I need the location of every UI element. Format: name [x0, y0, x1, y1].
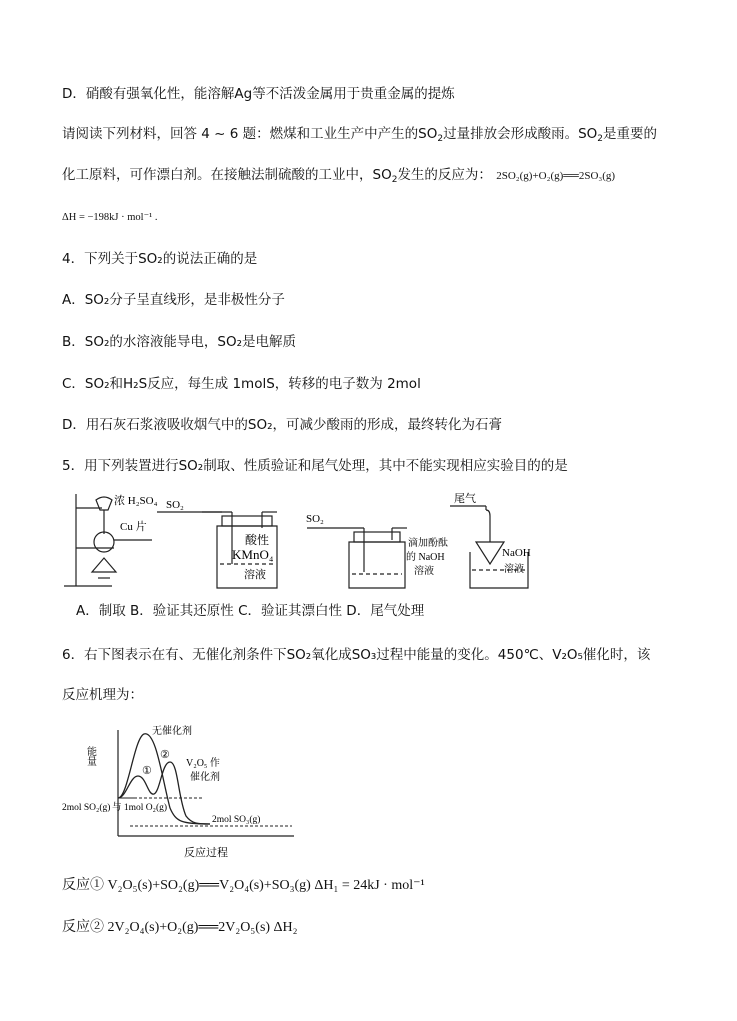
label-naoh-2: 溶液 — [504, 564, 524, 575]
q5-options: A．制取 B．验证其还原性 C．验证其漂白性 D．尾气处理 — [76, 603, 425, 619]
q4-option-c: C．SO₂和H₂S反应，每生成 1molS，转移的电子数为 2mol — [62, 376, 421, 392]
label-circle-1: ① — [142, 765, 152, 777]
intro-line1-part-a: 请阅读下列材料，回答 4 ~ 6 题：燃煤和工业生产中产生的SO — [62, 126, 438, 142]
label-cu-sheet: Cu 片 — [120, 521, 147, 533]
label-v2o5-catalyst-2: 催化剂 — [190, 772, 220, 783]
intro-line-2: 化工原料，可作漂白剂。在接触法制硫酸的工业中，$SO_2$发生的反应为： 2SO₂(g)+O₂(g)══2SO₃(g) — [62, 167, 616, 185]
label-product: 2mol SO₃(g) — [212, 815, 261, 825]
intro-line2-part-a: 化工原料，可作漂白剂。在接触法制硫酸的工业中，SO — [62, 167, 392, 183]
label-circle-2: ② — [160, 749, 170, 761]
reaction-2: 反应② 2V₂O₄(s)+O₂(g)══2V₂O₅(s) ΔH₂ — [62, 920, 298, 935]
label-kmno4-1: 酸性 — [245, 533, 270, 547]
q4-option-a: A．SO₂分子呈直线形，是非极性分子 — [62, 292, 285, 308]
q3-option-d: D．硝酸有强氧化性，能溶解Ag等不活泼金属用于贵重金属的提炼 — [62, 86, 455, 102]
intro-line1-part-b: 过量排放会形成酸雨。SO — [443, 126, 598, 142]
label-phen-1: 滴加酚酞 — [408, 538, 448, 549]
q4-option-d: D．用石灰石浆液吸收烟气中的SO₂，可减少酸雨的形成，最终转化为石膏 — [62, 417, 503, 433]
label-reactants-1: 2mol SO₂(g) — [62, 803, 111, 813]
x-axis-label: 反应过程 — [184, 847, 228, 859]
label-conc-h2so4: 浓 H₂SO₄ — [114, 495, 158, 507]
apparatus-c-naoh-bottle — [307, 528, 407, 588]
q5-apparatus-figure — [62, 486, 582, 596]
reaction-1: 反应① V₂O₅(s)+SO₂(g)══V₂O₄(s)+SO₃(g) ΔH₁ = 24kJ · mol⁻¹ — [62, 878, 425, 893]
q4-stem: 4．下列关于SO₂的说法正确的是 — [62, 251, 258, 267]
apparatus-a-generator — [64, 494, 152, 586]
label-tail-gas: 尾气 — [454, 493, 476, 505]
label-reactants-2: 与 1mol O₂(g) — [112, 803, 168, 813]
intro-line-1: 请阅读下列材料，回答 4 ~ 6 题：燃煤和工业生产中产生的$SO_2$过量排放会形成酸雨。$SO_2$是重要的 — [62, 126, 658, 144]
label-naoh-1: NaOH — [502, 547, 531, 559]
label-so2-a: SO₂ — [166, 499, 184, 511]
delta-h-value: ΔH = −198kJ · mol⁻¹ . — [62, 212, 158, 223]
energy-profile-diagram — [62, 718, 302, 863]
label-kmno4-2: KMnO₄ — [232, 547, 274, 562]
label-kmno4-3: 溶液 — [244, 569, 266, 581]
q6-stem-line-2: 反应机理为： — [62, 687, 143, 703]
label-no-catalyst: 无催化剂 — [152, 726, 192, 737]
q4-option-b: B．SO₂的水溶液能导电，SO₂是电解质 — [62, 334, 296, 350]
label-so2-c: SO₂ — [306, 513, 324, 525]
label-phen-2: 的 NaOH — [406, 552, 445, 563]
label-phen-3: 溶液 — [414, 566, 434, 577]
q6-stem-line-1: 6．右下图表示在有、无催化剂条件下SO₂氧化成SO₃过程中能量的变化。450℃、V₂O₅催化时，该 — [62, 647, 651, 663]
intro-line1-part-c: 是重要的 — [603, 126, 658, 142]
label-v2o5-catalyst-1: V₂O₅ 作 — [186, 758, 220, 769]
y-axis-label: 能量 — [84, 746, 96, 766]
intro-line2-part-b: 发生的反应为： — [397, 167, 492, 183]
q5-stem: 5．用下列装置进行SO₂制取、性质验证和尾气处理，其中不能实现相应实验目的的是 — [62, 458, 568, 474]
contact-process-reaction: 2SO₂(g)+O₂(g)══2SO₃(g) — [496, 170, 616, 182]
